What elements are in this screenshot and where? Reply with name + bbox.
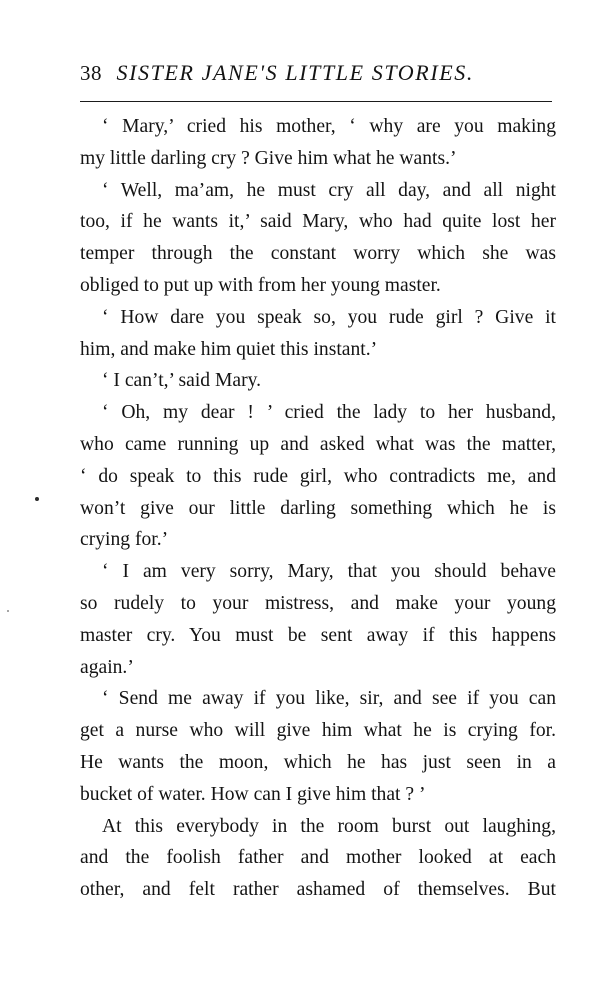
text-line: get a nurse who will give him what he is crying for. xyxy=(80,720,556,742)
running-head xyxy=(80,57,552,89)
text-line: my little darling cry ? Give him what he wants.’ xyxy=(80,147,457,169)
text-line: ‘ I can’t,’ said Mary. xyxy=(102,370,262,392)
text-line: so rudely to your mistress, and make your young xyxy=(80,592,556,614)
text-line: ‘ Well, ma’am, he must cry all day, and all night xyxy=(102,179,556,201)
text-line: ‘ I am very sorry, Mary, that you should behave xyxy=(102,561,556,583)
text-line: who came running up and asked what was the matter, xyxy=(80,433,556,455)
text-line: ‘ How dare you speak so, you rude girl ? Give it xyxy=(102,306,556,328)
text-line: crying for.’ xyxy=(80,529,169,551)
text-line: won’t give our little darling something which he is xyxy=(80,497,556,519)
text-line: too, if he wants it,’ said Mary, who had quite lost her xyxy=(80,211,556,233)
text-line: him, and make him quiet this instant.’ xyxy=(80,338,378,360)
text-line: again.’ xyxy=(80,656,134,678)
book-title: SISTER JANE'S LITTLE STORIES. xyxy=(116,60,474,85)
text-line: He wants the moon, which he has just seen in a xyxy=(80,751,556,773)
ink-speck xyxy=(7,610,9,612)
text-line: master cry. You must be sent away if this happens xyxy=(80,624,556,646)
text-line: At this everybody in the room burst out laughing, xyxy=(102,815,556,837)
text-line: ‘ Mary,’ cried his mother, ‘ why are you making xyxy=(102,116,556,137)
text-line: obliged to put up with from her young master. xyxy=(80,274,441,296)
page-number: 38 xyxy=(80,61,102,85)
text-line: ‘ Send me away if you like, sir, and see if you can xyxy=(102,688,556,710)
text-line: and the foolish father and mother looked at each xyxy=(80,847,556,869)
text-line: temper through the constant worry which she was xyxy=(80,243,556,265)
ink-speck xyxy=(35,497,39,501)
header-rule xyxy=(80,101,552,102)
text-line: ‘ do speak to this rude girl, who contradicts me, and xyxy=(80,465,556,487)
text-line: other, and felt rather ashamed of themselves. But xyxy=(80,879,556,901)
text-line: ‘ Oh, my dear ! ’ cried the lady to her husband, xyxy=(102,402,556,424)
text-line: bucket of water. How can I give him that ? ’ xyxy=(80,783,426,805)
body-text xyxy=(80,111,556,906)
